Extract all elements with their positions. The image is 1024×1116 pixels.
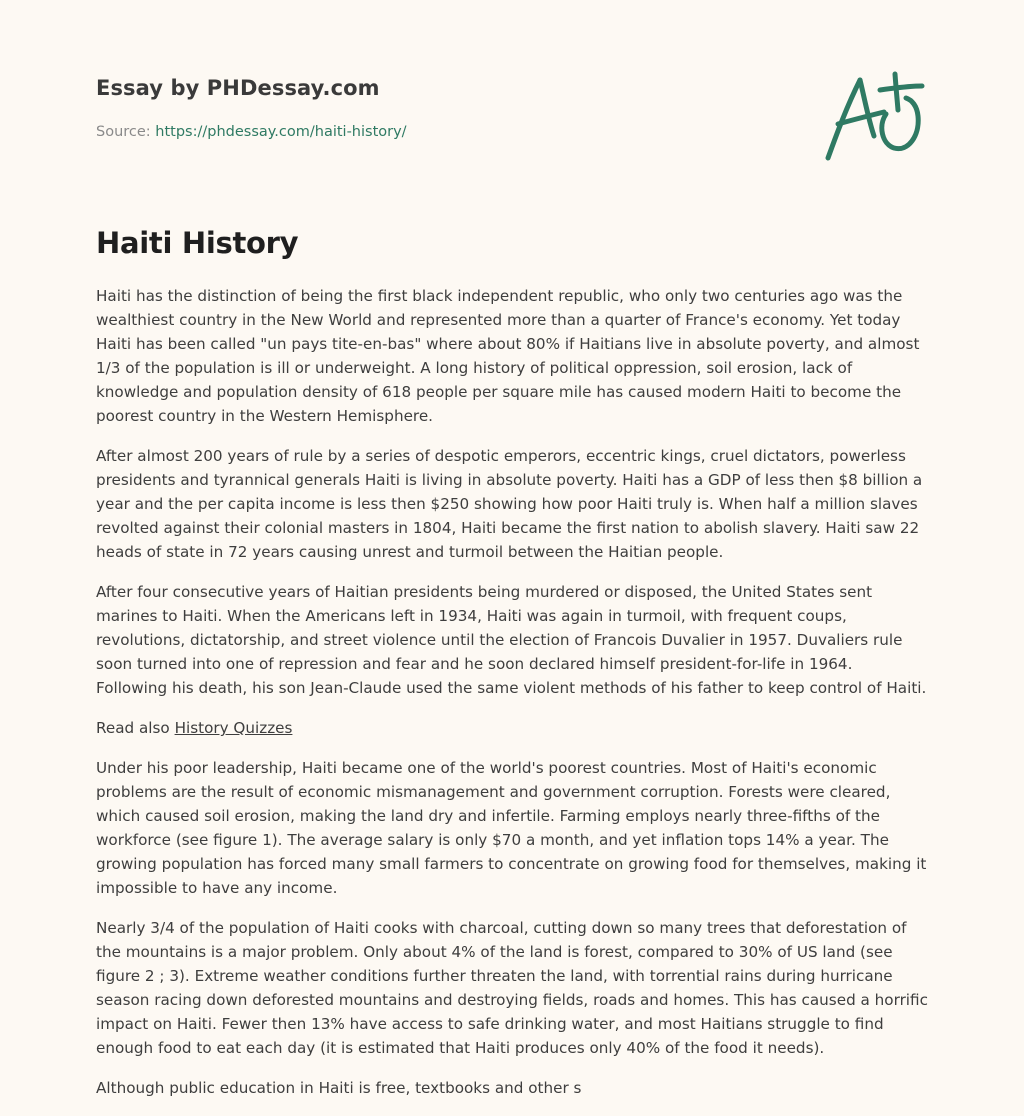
- paragraph: Under his poor leadership, Haiti became one of the world's poorest countries. Most of Haiti's economic problems are the result of economic mismanagement and government corruption. Forests were cleared, which caused soil erosion, making the land dry and infertile. Farming employs nearly three-fifths of the workforce (see figure 1). The average salary is only $70 a month, and yet inflation tops 14% a year. The growing population has forced many small farmers to concentrate on growing food for themselves, making it impossible to have any income.: [96, 759, 927, 897]
- paragraph: Although public education in Haiti is free, textbooks and other s: [96, 1079, 582, 1097]
- site-brand: Essay by PHDessay.com: [96, 76, 380, 100]
- paragraph: After four consecutive years of Haitian presidents being murdered or disposed, the United States sent marines to Haiti. When the Americans left in 1934, Haiti was again in turmoil, with frequent coups, revolutions, dictatorship, and street violence until the election of Francois Duvalier in 1957. Duvaliers rule soon turned into one of repression and fear and he soon declared himself president-for-life in 1964. Following his death, his son Jean-Claude used the same violent methods of his father to keep control of Haiti.: [96, 583, 927, 697]
- source-label: Source:: [96, 124, 151, 140]
- a-plus-logo-icon: [818, 66, 928, 166]
- read-also-line: [96, 716, 928, 740]
- source-line: [96, 124, 407, 140]
- paragraph: After almost 200 years of rule by a series of despotic emperors, eccentric kings, cruel dictators, powerless presidents and tyrannical generals Haiti is living in absolute poverty. Haiti has a GDP of less then $8 billion a year and the per capita income is less then $250 showing how poor Haiti truly is. When half a million slaves revolted against their colonial masters in 1804, Haiti became the first nation to abolish slavery. Haiti saw 22 heads of state in 72 years causing unrest and turmoil between the Haitian people.: [96, 447, 923, 561]
- paragraph: Haiti has the distinction of being the first black independent republic, who only two centuries ago was the wealthiest country in the New World and represented more than a quarter of France's economy. Yet today Haiti has been called "un pays tite-en-bas" where about 80% if Haitians live in absolute poverty, and almost 1/3 of the population is ill or underweight. A long history of political oppression, soil erosion, lack of knowledge and population density of 618 people per square mile has caused modern Haiti to become the poorest country in the Western Hemisphere.: [96, 287, 920, 425]
- paragraph: Nearly 3/4 of the population of Haiti cooks with charcoal, cutting down so many trees that deforestation of the mountains is a major problem. Only about 4% of the land is forest, compared to 30% of US land (see figure 2 ; 3). Extreme weather conditions further threaten the land, with torrential rains during hurricane season racing down deforested mountains and destroying fields, roads and homes. This has caused a horrific impact on Haiti. Fewer then 13% have access to safe drinking water, and most Haitians struggle to find enough food to eat each day (it is estimated that Haiti produces only 40% of the food it needs).: [96, 919, 928, 1057]
- source-link[interactable]: https://phdessay.com/haiti-history/: [155, 124, 407, 140]
- article-title: Haiti History: [96, 226, 299, 260]
- read-also-link[interactable]: History Quizzes: [174, 719, 293, 737]
- read-also-label: Read also: [96, 719, 170, 737]
- article-body: [96, 284, 928, 1116]
